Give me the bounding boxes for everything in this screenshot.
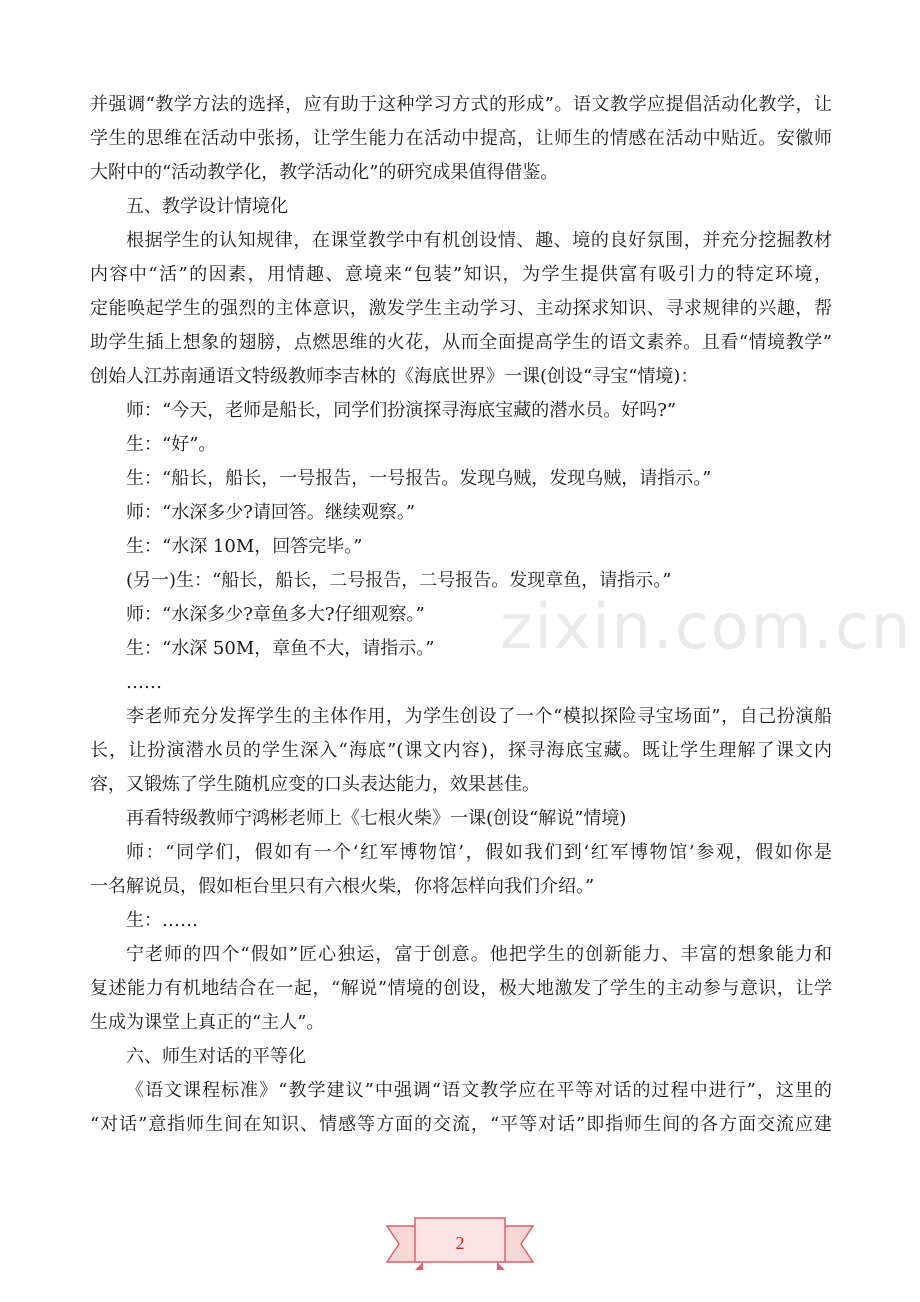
paragraph-line: 创始人江苏南通语文特级教师李吉林的《海底世界》一课(创设“寻宝“情境)： bbox=[90, 366, 699, 387]
paragraph-line: 生成为课堂上真正的“主人”。 bbox=[90, 1012, 325, 1033]
dialogue-line: 生：…… bbox=[126, 910, 198, 931]
paragraph-line: 学生的思维在活动中张扬，让学生能力在活动中提高，让师生的情感在活动中贴近。安徽师 bbox=[90, 128, 832, 149]
page-number: 2 bbox=[455, 1233, 465, 1253]
paragraph-line: 大附中的“活动教学化，教学活动化”的研究成果值得借鉴。 bbox=[90, 162, 559, 183]
paragraph-line: 内容中“活”的因素，用情趣、意境来“包装”知识，为学生提供富有吸引力的特定环境， bbox=[90, 264, 832, 285]
dialogue-line: 师：“今天，老师是船长，同学们扮演探寻海底宝藏的潜水员。好吗?” bbox=[126, 400, 677, 421]
paragraph-line: “对话”意指师生间在知识、情感等方面的交流，“平等对话”即指师生间的各方面交流应建 bbox=[90, 1114, 832, 1135]
paragraph-line: 再看特级教师宁鸿彬老师上《七根火柴》一课(创设“解说”情境) bbox=[126, 808, 627, 829]
dialogue-line: 师：“水深多少?章鱼多大?仔细观察。” bbox=[126, 604, 425, 625]
paragraph-line: 长，让扮演潜水员的学生深入“海底”(课文内容)，探寻海底宝藏。既让学生理解了课文内 bbox=[90, 740, 832, 761]
ellipsis-line: …… bbox=[126, 672, 162, 693]
section-heading: 五、教学设计情境化 bbox=[126, 196, 288, 217]
dialogue-line: 生：“船长，船长，一号报告，一号报告。发现乌贼，发现乌贼，请指示。” bbox=[126, 468, 712, 489]
dialogue-line: (另一)生：“船长，船长，二号报告，二号报告。发现章鱼，请指示。” bbox=[126, 570, 672, 591]
dialogue-line: 师：“水深多少?请回答。继续观察。” bbox=[126, 502, 416, 523]
watermark: zixin.com.cn bbox=[500, 590, 913, 663]
page-number-ribbon bbox=[385, 1212, 535, 1274]
paragraph-line: 定能唤起学生的强烈的主体意识，激发学生主动学习、主动探求知识、寻求规律的兴趣，帮 bbox=[90, 298, 832, 319]
paragraph-line: 助学生插上想象的翅膀，点燃思维的火花，从而全面提高学生的语文素养。且看“情境教学” bbox=[90, 332, 832, 353]
dialogue-line: 师：“同学们，假如有一个‘红军博物馆’，假如我们到‘红军博物馆’参观，假如你是 bbox=[126, 842, 832, 863]
paragraph-line: 复述能力有机地结合在一起，“解说”情境的创设，极大地激发了学生的主动参与意识，让学 bbox=[90, 978, 832, 999]
paragraph-line: 容，又锻炼了学生随机应变的口头表达能力，效果甚佳。 bbox=[90, 774, 540, 795]
paragraph-line: 并强调“教学方法的选择，应有助于这种学习方式的形成”。语文教学应提倡活动化教学，让 bbox=[90, 94, 832, 115]
dialogue-line: 一名解说员，假如柜台里只有六根火柴，你将怎样向我们介绍。” bbox=[90, 876, 595, 897]
dialogue-line: 生：“好”。 bbox=[126, 434, 217, 455]
paragraph-line: 《语文课程标准》“教学建议”中强调“语文教学应在平等对话的过程中进行”，这里的 bbox=[126, 1080, 832, 1101]
paragraph-line: 根据学生的认知规律，在课堂教学中有机创设情、趣、境的良好氛围，并充分挖掘教材 bbox=[126, 230, 832, 251]
dialogue-line: 生：“水深 10M，回答完毕。” bbox=[126, 536, 363, 557]
paragraph-line: 宁老师的四个“假如”匠心独运，富于创意。他把学生的创新能力、丰富的想象能力和 bbox=[126, 944, 832, 965]
paragraph-line: 李老师充分发挥学生的主体作用，为学生创设了一个“模拟探险寻宝场面”，自己扮演船 bbox=[126, 706, 832, 727]
dialogue-line: 生：“水深 50M，章鱼不大，请指示。” bbox=[126, 638, 435, 659]
section-heading: 六、师生对话的平等化 bbox=[126, 1046, 306, 1067]
